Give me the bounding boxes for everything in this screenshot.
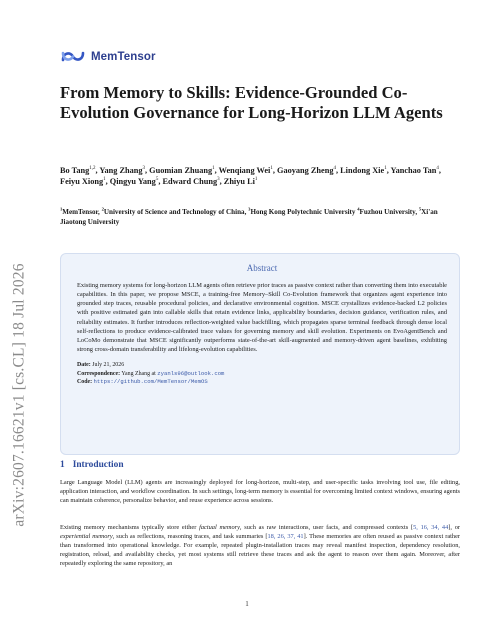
author-name: Wenqiang Wei — [218, 166, 271, 175]
author — [340, 166, 387, 175]
author-affiliation-marker: 3 — [142, 166, 146, 172]
author-name: Bo Tang — [60, 166, 90, 175]
author — [110, 177, 159, 186]
affiliation-list: $^1$MemTensor, $^2$University of Science and Technology of China, $^3$Hong Kong Polytechnic University $^4$Fuzhou University, $^5$Xi'an Jiaotong University — [60, 206, 438, 226]
page-number: 1 — [245, 600, 249, 608]
author-name: Gaoyang Zheng — [277, 166, 334, 175]
affiliation: Hong Kong Polytechnic University — [250, 208, 356, 216]
author-name: Lindong Xie — [340, 166, 385, 175]
author — [277, 166, 336, 175]
author — [149, 166, 214, 175]
section-title: Introduction — [72, 460, 124, 470]
section-heading-introduction — [60, 460, 124, 470]
intro-paragraph-2: Existing memory mechanisms typically store either factual memory, such as raw interactions, user facts, and compressed contexts [5, 16, 34, 44], or experiential memory, such as reflections, reasoning traces, and task summaries [18, 26, 37, 41]. These memories are often reused as passive context rather than transformed into operational knowledge. For example, repeated plugin-installation traces may reveal manifest inspection, dependency resolution, registration, reload, and availability checks, yet most systems still retrieve these traces and ask the agent to reason over them again. Moreover, after repeatedly exploring the same repository, an — [60, 524, 461, 567]
affiliation: University of Science and Technology of China — [103, 208, 245, 216]
abstract-heading: Abstract — [246, 263, 278, 273]
abstract-body: Existing memory systems for long-horizon LLM agents often retrieve prior traces as passive context rather than converting them into executable capabilities. In this paper, we propose MSCE, a training-free Memory–Skill Co-Evolution framework that organizes agent experience into grounded step traces, reusable procedural policies, and declarative environmental cognition. MSCE crystallizes evidence-backed L2 policies with positive estimated gain into callable skills that retain evidence links, applicability boundaries, decision guidance, verification rules, and reliability estimates. It further introduces reflection-weighted value backfilling, which propagates sparse terminal feedback through dense local self-reflections to produce evidence-calibrated trace values for governing memory and skill evolution. Experiments on EvoAgentBench and LoCoMo demonstrate that MSCE significantly outperforms state-of-the-art skill-augmented and memory-driven agent baselines, exhibiting strong cross-domain transferability and lifelong-evolution capabilities. — [77, 282, 447, 354]
arxiv-identifier: arXiv:2607.16621v1 [cs.CL] 18 Jul 2026 — [11, 263, 29, 527]
abstract-metadata — [77, 361, 447, 386]
author-list: Bo Tang$^{1,2}$, Yang Zhang$^3$, Guomian Zhuang$^1$, Wenqiang Wei$^1$, Gaoyang Zheng$^4$, Lindong Xie$^1$, Yanchao Tan$^4$, Feiyu Xiong$^1$, Qingyu Yang$^5$, Edward Chung$^3$, Zhiyu Li$^1$ — [60, 166, 441, 186]
author-affiliation-marker: 3 — [217, 177, 220, 183]
author-name: Yang Zhang — [99, 166, 143, 175]
author-affiliation-marker: 5 — [155, 177, 159, 183]
affiliation: MemTensor — [62, 208, 99, 216]
paper-title: From Memory to Skills: Evidence-Grounded Co-Evolution Governance for Long-Horizon LLM Agents — [60, 83, 443, 122]
intro-paragraph-1: Large Language Model (LLM) agents are increasingly deployed for long-horizon, multi-step, and user-specific tasks involving tool use, file editing, application interaction, and workflow coordination. In such settings, long-term memory is essential for overcoming limited context windows, ensuring agents can maintain coherence, personalize behavior, and reuse experience across sessions. — [60, 479, 460, 504]
author-name: Qingyu Yang — [109, 177, 156, 186]
correspondence-line: Correspondence: Yang Zhang at zyanls96@outlook.com — [77, 369, 225, 377]
memtensor-logo — [60, 50, 156, 63]
author-affiliation-marker: 1,2 — [89, 166, 96, 172]
author — [391, 166, 439, 175]
author-name: Zhiyu Li — [223, 177, 255, 186]
author-name: Feiyu Xiong — [60, 177, 104, 186]
author-affiliation-marker: 1 — [270, 166, 273, 172]
author-name: Yanchao Tan — [390, 166, 437, 175]
logo-text: MemTensor — [91, 50, 156, 63]
affiliation: Xi'an Jiaotong University — [60, 208, 438, 226]
arxiv-side-stamp — [8, 250, 32, 540]
author-affiliation-marker: 4 — [436, 166, 439, 172]
citation-link[interactable]: 18, 26, 37, 41 — [267, 532, 304, 540]
author — [219, 166, 273, 175]
author-affiliation-marker: 1 — [103, 177, 106, 183]
citation-link[interactable]: 5, 16, 34, 44 — [413, 524, 449, 531]
section-number: 1 — [60, 460, 65, 470]
author-name: Guomian Zhuang — [149, 166, 213, 175]
code-url-link[interactable]: https://github.com/MemTensor/MemOS — [93, 378, 208, 386]
author-affiliation-marker: 1 — [384, 166, 387, 172]
abstract-box — [60, 253, 460, 455]
author-affiliation-marker: 4 — [333, 166, 336, 172]
author-affiliation-marker: 1 — [212, 166, 215, 172]
author — [99, 166, 145, 175]
code-line: Code: https://github.com/MemTensor/MemOS — [77, 378, 208, 386]
author-affiliation-marker: 1 — [254, 177, 258, 183]
author — [162, 177, 219, 186]
author-name: Edward Chung — [162, 177, 218, 186]
memtensor-logo-icon — [60, 50, 86, 63]
author — [60, 166, 96, 175]
affiliation: Fuzhou University — [359, 208, 416, 216]
author — [224, 177, 258, 186]
date-line: Date: July 21, 2026 — [77, 362, 125, 369]
correspondence-email-link[interactable]: zyanls96@outlook.com — [157, 369, 225, 377]
date-value: July 21, 2026 — [92, 362, 125, 369]
author — [60, 177, 106, 186]
